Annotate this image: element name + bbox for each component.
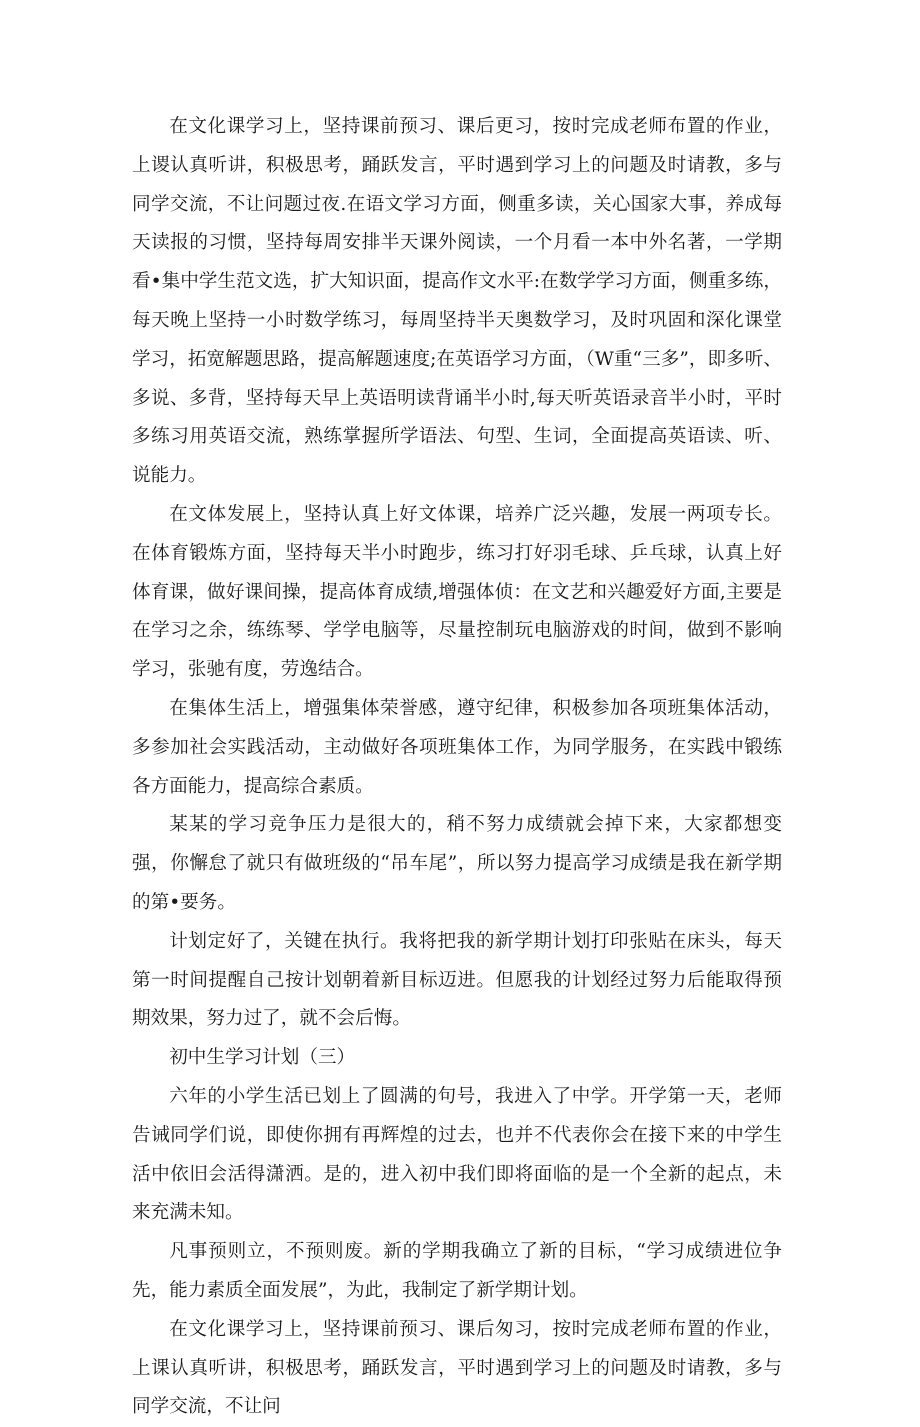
paragraph-competition-pressure: 某某的学习竞争压力是很大的，稍不努力成绩就会掉下来，大家都想变强，你懈怠了就只有做班级的“吊车尾”，所以努力提高学习成绩是我在新学期的第•要务。 [132, 814, 782, 913]
paragraph-execution: 计划定好了，关键在执行。我将把我的新学期计划打印张贴在床头，每天第一时间提醒自己按计划朝着新目标迈进。但愿我的计划经过努力后能取得预期效果，努力过了，就不会后悔。 [132, 930, 782, 1030]
paragraph-sports-arts: 在文体发展上，坚持认真上好文体课，培养广泛兴趣，发展一两项专长。在体育锻炼方面，坚持每天半小时跑步，练习打好羽毛球、乒乓球，认真上好体育课，做好课间操，提高体育成绩,增强体侦：在文艺和兴趣爱好方面,主要是在学习之余，练练琴、学学电脑等，尽量控制玩电脑游戏的时间，做到不影响学习，张驰有度，劳逸结合。 [132, 503, 782, 681]
paragraph-goals: 凡事预则立，不预则废。新的学期我确立了新的目标，“学习成绩进位争先，能力素质全面发展”，为此，我制定了新学期计划。 [132, 1241, 782, 1301]
paragraph-new-start: 六年的小学生活已划上了圆满的句号，我进入了中学。开学第一天，老师告诫同学们说，即使你拥有再辉煌的过去，也并不代表你会在接下来的中学生活中依旧会活得潇洒。是的，进入初中我们即将面临的是一个全新的起点，未来充满未知。 [132, 1085, 782, 1224]
section-heading: 初中生学习计划（三） [169, 1047, 356, 1069]
paragraph-study-plan-academics: 在文化课学习上，坚持课前预习、课后更习，按时完成老师布置的作业，上谡认真听讲，积极思考，踊跃发言，平时遇到学习上的问题及时请教，多与同学交流，不让问题过夜.在语文学习方面，侧重多读，关心国家大事，养成每天读报的习惯，坚持每周安排半天课外阅读，一个月看一本中外名著，一学期看•集中学生范文选，扩大知识面，提高作文水平:在数学学习方面，侧重多练，每天晚上坚持一小时数学练习，每周坚持半天奥数学习，及时巩固和深化课堂学习，拓宽解题思路，提高解题速度;在英语学习方面，（W重“三多”，即多听、多说、多背，坚持每天早上英语明读背诵半小时,每天听英语录音半小时，平时多练习用英语交流，熟练掌握所学语法、句型、生词，全面提高英语读、听、说能力。 [132, 116, 782, 487]
paragraph-collective-life: 在集体生活上，增强集体荣誉感，遵守纪律，积极参加各项班集体活动，多参加社会实践活动，主动做好各项班集体工作，为同学服务，在实践中锻练各方面能力，提高综合素质。 [132, 697, 782, 797]
paragraph-academics-repeat: 在文化课学习上，坚持课前预习、课后匆习，按时完成老师布置的作业，上课认真听讲，积极思考，踊跃发言，平时遇到学习上的问题及时请教，多与同学交流，不让问 [132, 1318, 782, 1418]
document-page [132, 108, 782, 1427]
